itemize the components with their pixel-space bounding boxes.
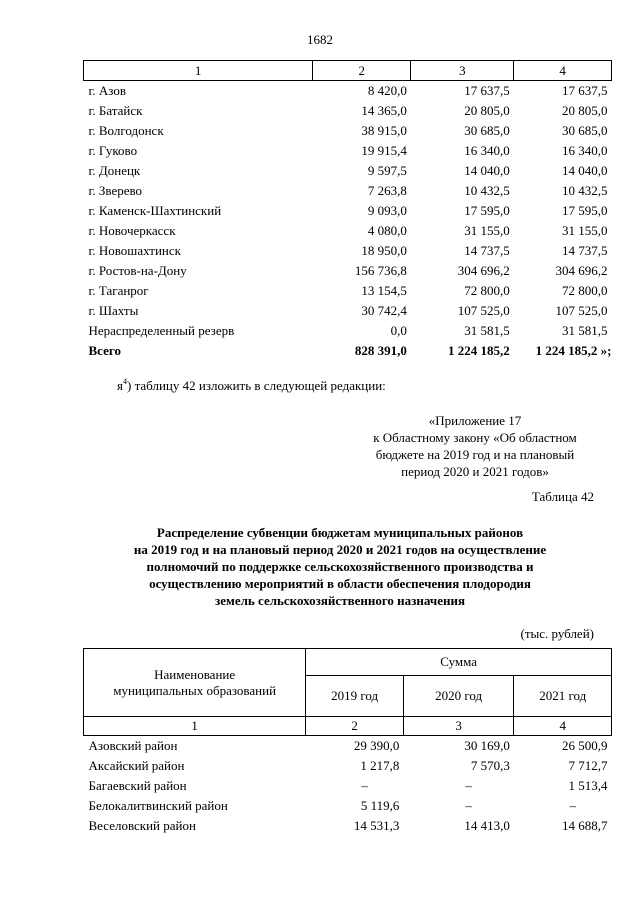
column-number: 4 (514, 717, 612, 736)
row-name: г. Донецк (88, 163, 141, 178)
value-2019: 156 736,8 (354, 263, 407, 278)
value-2021: 72 800,0 (562, 283, 608, 298)
total-2019: 828 391,0 (354, 343, 407, 358)
value-2021: 16 340,0 (562, 143, 608, 158)
table-row (84, 776, 612, 796)
table-row (84, 121, 612, 141)
table-row (84, 241, 612, 261)
value-2020: 14 413,0 (464, 818, 510, 833)
column-number-row (84, 61, 612, 81)
value-2021: 304 696,2 (555, 263, 608, 278)
column-number: 2 (313, 61, 411, 81)
row-name: г. Ростов-на-Дону (88, 263, 187, 278)
row-name: Багаевский район (88, 778, 187, 793)
heading-line: Распределение субвенции бюджетам муниципальных районов (156, 525, 524, 540)
value-2020: 14 737,5 (464, 243, 510, 258)
value-2021: 107 525,0 (555, 303, 608, 318)
table-row (84, 736, 612, 757)
value-2020: 72 800,0 (464, 283, 510, 298)
table-row (84, 181, 612, 201)
value-2019: 18 950,0 (361, 243, 407, 258)
closing-quote-suffix: »; (597, 343, 612, 358)
table-row (84, 796, 612, 816)
name-header-line: Наименование (154, 666, 236, 682)
name-column-header (84, 649, 306, 717)
value-2019: 29 390,0 (353, 738, 400, 753)
column-number: 4 (514, 61, 612, 81)
row-name: г. Гуково (88, 143, 138, 158)
value-2021: 31 581,5 (562, 323, 608, 338)
value-2021: 17 637,5 (562, 83, 608, 98)
value-2021: 14 688,7 (562, 818, 608, 833)
value-2021: 26 500,9 (562, 738, 608, 753)
year-header: 2020 год (403, 676, 514, 717)
value-2020: – (465, 778, 472, 793)
value-2019: – (361, 778, 368, 793)
row-name: Нераспределенный резерв (88, 323, 235, 338)
value-2019: 14 365,0 (361, 103, 407, 118)
appendix-reference (330, 412, 620, 480)
value-2020: 16 340,0 (464, 143, 510, 158)
row-name: Белокалитвинский район (88, 798, 228, 813)
units-label: (тыс. рублей) (520, 626, 594, 641)
sum-column-header: Сумма (306, 649, 612, 676)
column-number: 3 (403, 717, 514, 736)
instruction-body: ) таблицу 42 изложить в следующей редакции: (126, 378, 386, 393)
value-2021: 7 712,7 (568, 758, 608, 773)
appendix-line: к Областному закону «Об областном (373, 430, 577, 445)
table-row (84, 161, 612, 181)
value-2021: 20 805,0 (562, 103, 608, 118)
table-row (84, 301, 612, 321)
value-2020: 30 685,0 (464, 123, 510, 138)
table-row (84, 201, 612, 221)
value-2019: 9 093,0 (367, 203, 407, 218)
heading-line: осуществлению мероприятий в области обеспечения плодородия (149, 576, 531, 591)
table-row (84, 816, 612, 836)
row-name: г. Батайск (88, 103, 143, 118)
appendix-line: период 2020 и 2021 годов» (401, 464, 549, 479)
column-number: 2 (306, 717, 404, 736)
table-heading (60, 524, 620, 609)
table-row (84, 221, 612, 241)
row-name: г. Новочеркасск (88, 223, 176, 238)
appendix-line: «Приложение 17 (428, 413, 522, 428)
row-name: г. Зверево (88, 183, 143, 198)
header-row-top (84, 649, 612, 676)
value-2019: 13 154,5 (361, 283, 407, 298)
value-2020: 17 595,0 (464, 203, 510, 218)
row-name: г. Шахты (88, 303, 139, 318)
city-subsidy-table (83, 60, 612, 361)
value-2019: 19 915,4 (361, 143, 407, 158)
name-header-line: муниципальных образований (113, 682, 277, 698)
value-2021: 10 432,5 (562, 183, 608, 198)
table-label: Таблица 42 (531, 489, 594, 504)
total-label: Всего (88, 343, 121, 358)
table-row (84, 281, 612, 301)
value-2021: 17 595,0 (562, 203, 608, 218)
value-2020: 17 637,5 (464, 83, 510, 98)
district-subsidy-table (83, 648, 612, 836)
value-2021: 30 685,0 (562, 123, 608, 138)
value-2021: 14 737,5 (562, 243, 608, 258)
value-2019: 38 915,0 (361, 123, 407, 138)
value-2021: 31 155,0 (562, 223, 608, 238)
row-name: г. Волгодонск (88, 123, 164, 138)
value-2019: 0,0 (390, 323, 407, 338)
table-row (84, 101, 612, 121)
year-header: 2021 год (514, 676, 612, 717)
table-row (84, 141, 612, 161)
total-2021 (514, 341, 612, 361)
value-2020: 31 581,5 (464, 323, 510, 338)
value-2021: – (569, 798, 576, 813)
page-number: 1682 (307, 32, 333, 47)
value-2020: – (465, 798, 472, 813)
year-header: 2019 год (306, 676, 404, 717)
total-2020: 1 224 185,2 (448, 343, 510, 358)
value-2020: 14 040,0 (464, 163, 510, 178)
column-number: 1 (84, 717, 306, 736)
value-2020: 30 169,0 (464, 738, 510, 753)
row-name: Аксайский район (88, 758, 185, 773)
value-2021: 14 040,0 (562, 163, 608, 178)
heading-line: полномочий по поддержке сельскохозяйственного производства и (146, 559, 534, 574)
instruction-text (117, 377, 386, 394)
instruction-prefix: я (117, 378, 123, 393)
row-name: Веселовский район (88, 818, 196, 833)
value-2020: 7 570,3 (470, 758, 510, 773)
row-name: г. Каменск-Шахтинский (88, 203, 222, 218)
total-2021-value: 1 224 185,2 (535, 343, 598, 358)
value-2019: 9 597,5 (367, 163, 407, 178)
value-2020: 31 155,0 (464, 223, 510, 238)
value-2019: 5 119,6 (360, 798, 400, 813)
value-2021: 1 513,4 (568, 778, 608, 793)
table-row (84, 321, 612, 341)
appendix-line: бюджете на 2019 год и на плановый (375, 447, 575, 462)
column-number: 1 (84, 61, 313, 81)
value-2019: 8 420,0 (367, 83, 407, 98)
total-row (84, 341, 612, 361)
table-row (84, 81, 612, 102)
table-row (84, 756, 612, 776)
value-2020: 107 525,0 (457, 303, 510, 318)
value-2020: 10 432,5 (464, 183, 510, 198)
heading-line: земель сельскохозяйственного назначения (215, 593, 465, 608)
heading-line: на 2019 год и на плановый период 2020 и 2021 годов на осуществление (133, 542, 547, 557)
column-number-row (84, 717, 612, 736)
column-number: 3 (411, 61, 514, 81)
value-2019: 1 217,8 (360, 758, 400, 773)
row-name: г. Новошахтинск (88, 243, 181, 258)
row-name: Азовский район (88, 738, 178, 753)
value-2020: 20 805,0 (464, 103, 510, 118)
value-2019: 14 531,3 (353, 818, 400, 833)
value-2019: 7 263,8 (367, 183, 407, 198)
value-2019: 4 080,0 (367, 223, 407, 238)
instruction-superscript: 4 (122, 377, 127, 386)
table-row (84, 261, 612, 281)
value-2019: 30 742,4 (361, 303, 407, 318)
value-2020: 304 696,2 (457, 263, 510, 278)
row-name: г. Таганрог (88, 283, 149, 298)
row-name: г. Азов (88, 83, 126, 98)
